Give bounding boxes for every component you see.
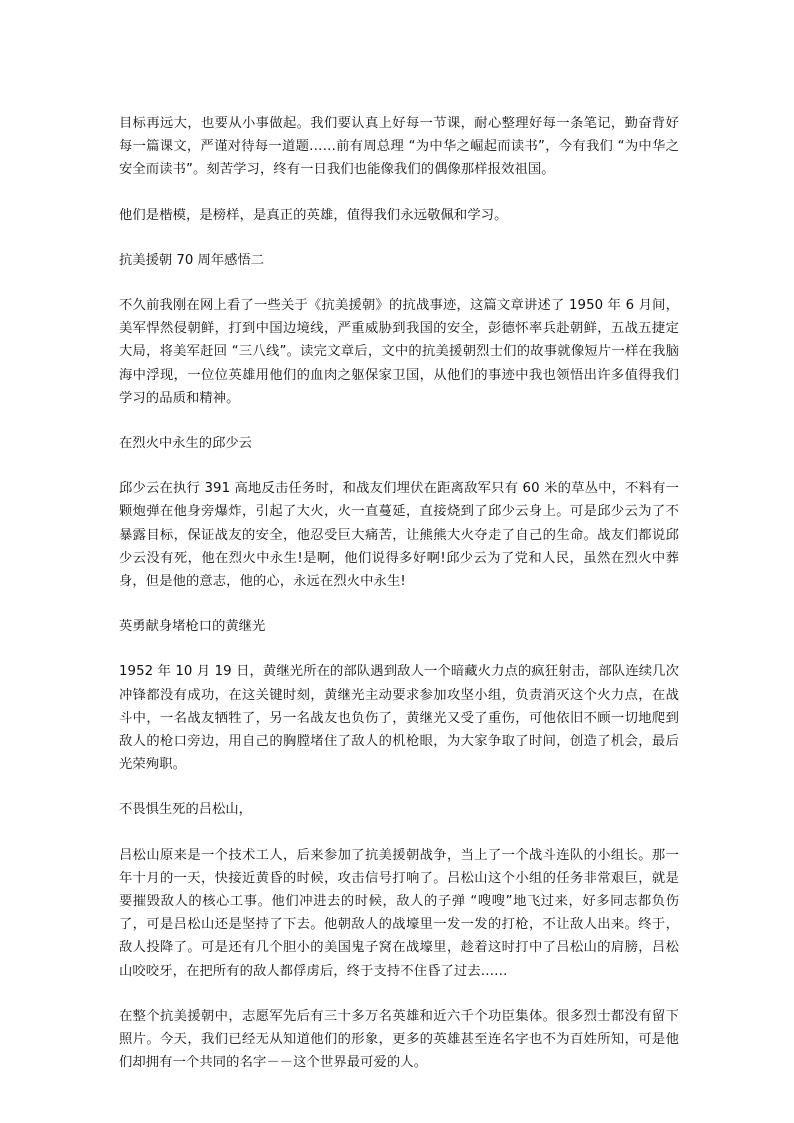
section-title-lv-songshan: 不畏惧生死的吕松山， [119,802,252,818]
section-title-qiu-shaoyun: 在烈火中永生的邱少云 [119,436,252,452]
section-title-huang-jiguang: 英勇献身堵枪口的黄继光 [119,619,266,635]
paragraph-intro: 不久前我刚在网上看了一些关于《抗美援朝》的抗战事迹，这篇文章讲述了 1950 年 6 月间，美军悍然侵朝鲜，打到中国边境线，严重威胁到我国的安全，彭德怀率兵赴朝鲜，五战五捷定大局，将美军赶回 “三八线”。读完文章后，文中的抗美援朝烈士们的故事就像短片一样在我脑海中浮现，一位位英雄用他们的血肉之躯保家卫国，从他们的事迹中我也领悟出许多值得我们学习的品质和精神。 [119,298,679,406]
document-body [119,112,679,1075]
paragraph-huang-jiguang: 1952 年 10 月 19 日，黄继光所在的部队遇到敌人一个暗藏火力点的疯狂射击，部队连续几次冲锋都没有成功，在这关键时刻，黄继光主动要求参加攻坚小组，负责消灭这个火力点，在战斗中，一名战友牺牲了，另一名战友也负伤了，黄继光又受了重伤，可他依旧不顾一切地爬到敌人的枪口旁边，用自己的胸膛堵住了敌人的机枪眼，为大家争取了时间，创造了机会，最后光荣殉职。 [119,664,679,773]
paragraph-lv-songshan: 吕松山原来是一个技术工人，后来参加了抗美援朝战争，当上了一个战斗连队的小组长。那一年十月的一天，快接近黄昏的时候，攻击信号打响了。吕松山这个小组的任务非常艰巨，就是要摧毁敌人的核心工事。他们冲进去的时候，敌人的子弹 “嗖嗖”地飞过来，好多同志都负伤了，可是吕松山还是坚持了下去。他朝敌人的战壕里一发一发的打枪，不让敌人出来。终于，敌人投降了。可是还有几个胆小的美国鬼子窝在战壕里，趁着这时打中了吕松山的肩膀，吕松山咬咬牙，在把所有的敌人都俘虏后，终于支持不住昏了过去…… [119,847,679,979]
paragraph-role-models: 他们是楷模，是榜样，是真正的英雄，值得我们永远敬佩和学习。 [119,207,508,223]
section-title-reflection-two: 抗美援朝 70 周年感悟二 [119,252,265,268]
paragraph-conclusion: 在整个抗美援朝中，志愿军先后有三十多万名英雄和近六千个功臣集体。很多烈士都没有留下照片。今天，我们已经无从知道他们的形象，更多的英雄甚至连名字也不为百姓所知，可是他们却拥有一个共同的名字－－这个世界最可爱的人。 [119,1008,679,1071]
paragraph-qiu-shaoyun: 邱少云在执行 391 高地反击任务时，和战友们埋伏在距离敌军只有 60 米的草丛中，不料有一颗炮弹在他身旁爆炸，引起了大火，火一直蔓延，直接烧到了邱少云身上。可是邱少云为了不暴露目标，保证战友的安全，他忍受巨大痛苦，让熊熊大火夺走了自己的生命。战友们都说邱少云没有死，他在烈火中永生!是啊，他们说得多好啊!邱少云为了党和人民，虽然在烈火中葬身，但是他的意志，他的心，永远在烈火中永生! [119,481,679,590]
paragraph-study-hard: 目标再远大，也要从小事做起。我们要认真上好每一节课，耐心整理好每一条笔记，勤奋背好每一篇课文，严谨对待每一道题……前有周总理 “为中华之崛起而读书”，今有我们 “为中华之安全而读书”。刻苦学习，终有一日我们也能像我们的偶像那样报效祖国。 [119,116,679,178]
